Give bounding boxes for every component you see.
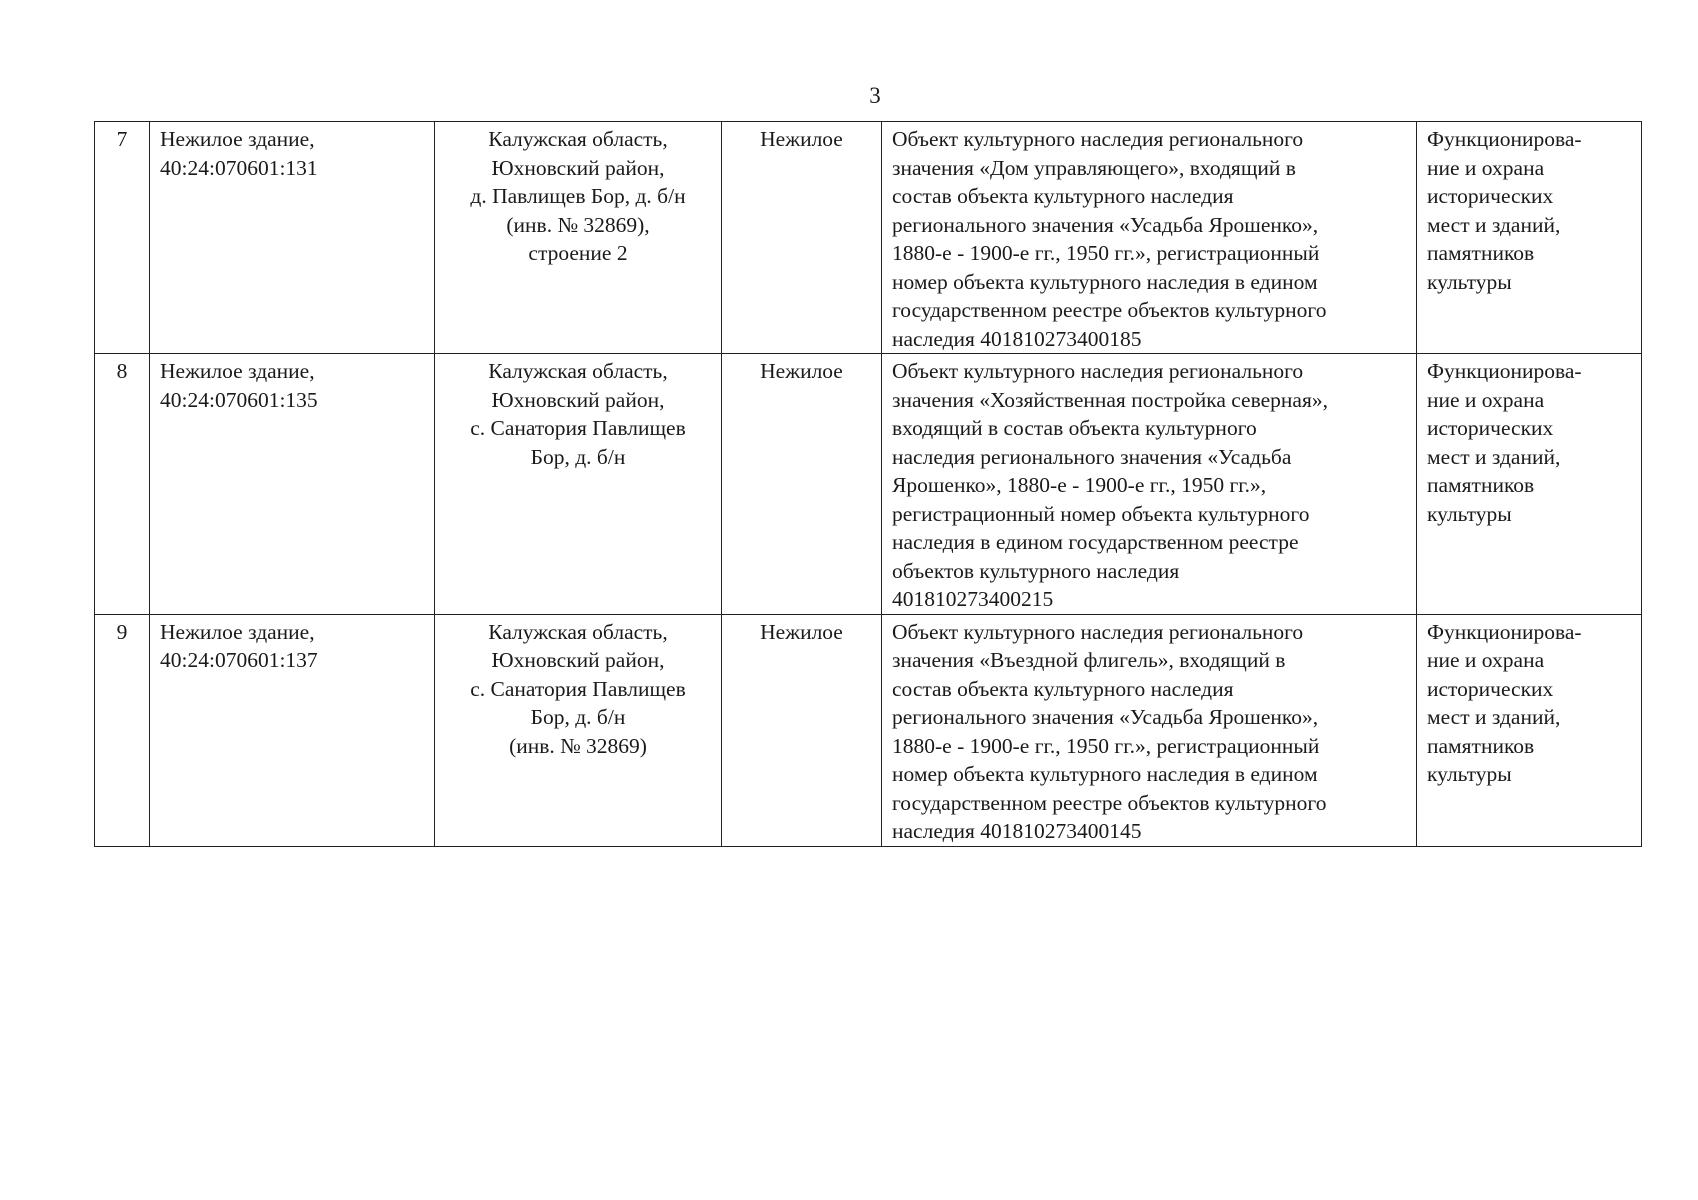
- row-number-cell: 8: [95, 354, 150, 615]
- use-type-cell: Функционирова- ние и охрана исторических мест и зданий, памятников культуры: [1417, 122, 1642, 354]
- object-name-cell: Нежилое здание, 40:24:070601:137: [150, 614, 435, 846]
- table-row: [95, 122, 1642, 354]
- heritage-description-cell: Объект культурного наследия регионального значения «Хозяйственная постройка северная», входящий в состав объекта культурного наследия регионального значения «Усадьба Ярошенко», 1880-е - 1900-е гг., 1950 гг.», регистрационный номер объекта культурного наследия в едином государственном реестре объектов культурного наследия 401810273400215: [882, 354, 1417, 615]
- heritage-objects-table: [94, 121, 1642, 847]
- page-number: 3: [869, 83, 881, 108]
- object-name-cell: Нежилое здание, 40:24:070601:131: [150, 122, 435, 354]
- address-cell: Калужская область, Юхновский район, с. Санатория Павлищев Бор, д. б/н (инв. № 32869): [435, 614, 722, 846]
- heritage-description-cell: Объект культурного наследия регионального значения «Въездной флигель», входящий в состав объекта культурного наследия регионального значения «Усадьба Ярошенко», 1880-е - 1900-е гг., 1950 гг.», регистрационный номер объекта культурного наследия в едином государственном реестре объектов культурного наследия 401810273400145: [882, 614, 1417, 846]
- heritage-description-cell: Объект культурного наследия регионального значения «Дом управляющего», входящий в состав объекта культурного наследия регионального значения «Усадьба Ярошенко», 1880-е - 1900-е гг., 1950 гг.», регистрационный номер объекта культурного наследия в едином государственном реестре объектов культурного наследия 401810273400185: [882, 122, 1417, 354]
- row-number-cell: 9: [95, 614, 150, 846]
- purpose-cell: Нежилое: [722, 122, 882, 354]
- use-type-cell: Функционирова- ние и охрана исторических мест и зданий, памятников культуры: [1417, 354, 1642, 615]
- purpose-cell: Нежилое: [722, 354, 882, 615]
- use-type-cell: Функционирова- ние и охрана исторических мест и зданий, памятников культуры: [1417, 614, 1642, 846]
- address-cell: Калужская область, Юхновский район, с. Санатория Павлищев Бор, д. б/н: [435, 354, 722, 615]
- address-cell: Калужская область, Юхновский район, д. Павлищев Бор, д. б/н (инв. № 32869), строение 2: [435, 122, 722, 354]
- row-number-cell: 7: [95, 122, 150, 354]
- object-name-cell: Нежилое здание, 40:24:070601:135: [150, 354, 435, 615]
- table-row: [95, 354, 1642, 615]
- table-row: [95, 614, 1642, 846]
- purpose-cell: Нежилое: [722, 614, 882, 846]
